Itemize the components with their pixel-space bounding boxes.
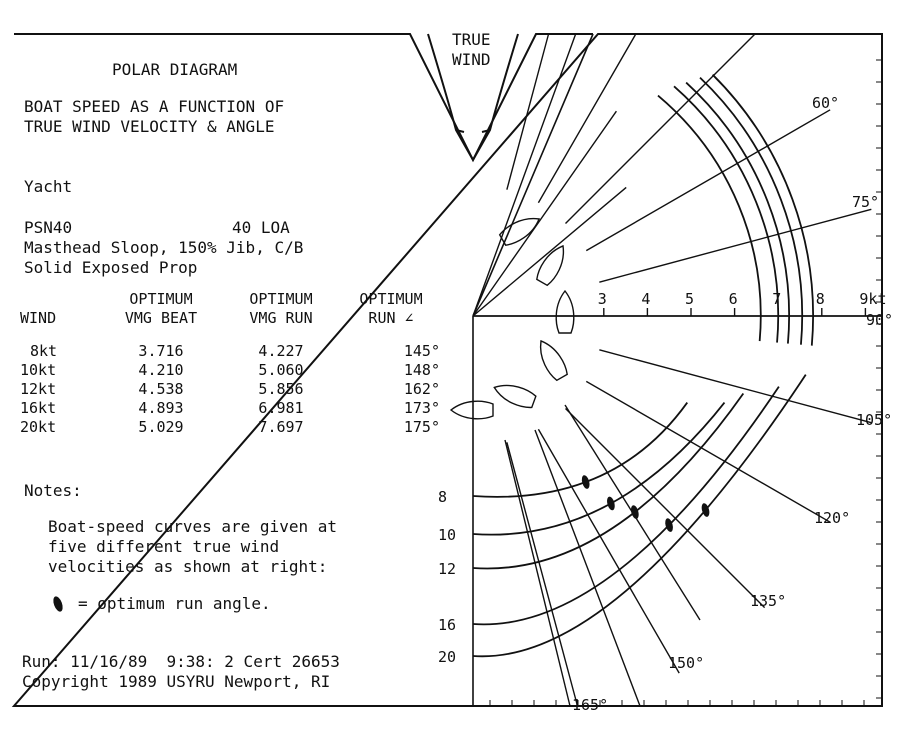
header-run: VMG RUN — [249, 309, 313, 327]
boat-icon — [556, 291, 574, 333]
radial-tick-label: 7 — [772, 290, 782, 308]
speed-curve-downwind-8 — [473, 403, 687, 497]
header-wind: WIND — [20, 309, 57, 327]
header-beat-top: OPTIMUM — [129, 290, 193, 308]
boat-icon — [534, 242, 570, 287]
angle-label: 120° — [814, 509, 851, 527]
angle-label: 75° — [852, 193, 880, 211]
optimum-run-marker-icon — [48, 593, 68, 615]
polar-ray-30 — [538, 34, 635, 203]
yacht-loa: 40 LOA — [232, 218, 290, 237]
cell-angle: 145° — [403, 342, 440, 360]
angle-label: 165° — [572, 696, 609, 714]
subtitle-line-1: BOAT SPEED AS A FUNCTION OF — [24, 97, 285, 116]
cell-wind: 12kt — [20, 380, 57, 398]
angle-label: 150° — [668, 654, 705, 672]
radial-tick-label: 9kt — [859, 290, 887, 308]
cell-beat: 4.893 — [138, 399, 184, 417]
cell-angle: 162° — [403, 380, 440, 398]
cell-run: 5.060 — [258, 361, 304, 379]
series-label: 10 — [438, 526, 457, 544]
boat-icon — [533, 337, 569, 382]
vmg-guide-line — [535, 430, 640, 706]
speed-curve-downwind-12 — [473, 394, 743, 569]
radial-tick-label: 5 — [685, 290, 695, 308]
yacht-label: Yacht — [24, 177, 73, 196]
radial-tick-label: 4 — [641, 290, 651, 308]
cell-run: 6.981 — [258, 399, 304, 417]
polar-ray-165 — [507, 442, 578, 706]
series-label: 20 — [438, 648, 457, 666]
yacht-rig: Masthead Sloop, 150% Jib, C/B — [24, 238, 304, 257]
radial-tick-label: 3 — [597, 290, 607, 308]
series-label: 8 — [438, 488, 448, 506]
speed-curve-downwind-10 — [473, 403, 724, 535]
cell-wind: 16kt — [20, 399, 57, 417]
header-beat: VMG BEAT — [124, 309, 198, 327]
cell-angle: 173° — [403, 399, 440, 417]
cell-beat: 4.210 — [138, 361, 184, 379]
table-row — [20, 342, 440, 361]
angle-label: 60° — [812, 94, 840, 112]
speed-curve-upwind-16 — [700, 78, 802, 345]
radial-tick-label: 8 — [815, 290, 825, 308]
cell-beat: 3.716 — [138, 342, 184, 360]
table-row — [20, 380, 440, 399]
table-row — [20, 399, 440, 418]
cell-wind: 20kt — [20, 418, 57, 436]
polar-ray-45 — [565, 34, 755, 224]
cell-wind: 8kt — [30, 342, 58, 360]
cell-beat: 4.538 — [138, 380, 184, 398]
run-info: Run: 11/16/89 9:38: 2 Cert 26653 — [22, 652, 340, 671]
header-angle-top: OPTIMUM — [359, 290, 423, 308]
angle-label: 90° — [866, 311, 894, 329]
header-angle: RUN ∠ — [368, 309, 414, 327]
cell-beat: 5.029 — [138, 418, 184, 436]
speed-curve-downwind-16 — [473, 387, 779, 625]
optimum-run-marker — [606, 496, 616, 511]
notes-line-2: five different true wind — [48, 537, 280, 556]
polar-outer-0deg — [473, 34, 593, 316]
table-row — [20, 361, 440, 380]
cell-run: 4.227 — [258, 342, 304, 360]
cell-angle: 175° — [403, 418, 440, 436]
notes-line-3: velocities as shown at right: — [48, 557, 328, 576]
angle-label: 135° — [750, 592, 787, 610]
true-wind-label-1: TRUE — [452, 30, 491, 49]
optimum-run-marker — [580, 474, 590, 489]
yacht-prop: Solid Exposed Prop — [24, 258, 198, 277]
results-table — [20, 290, 440, 437]
cell-run: 5.856 — [258, 380, 304, 398]
table-header-bottom — [20, 309, 440, 328]
table-row — [20, 418, 440, 437]
header-run-top: OPTIMUM — [249, 290, 313, 308]
boat-icon — [491, 379, 536, 410]
cell-run: 7.697 — [258, 418, 304, 436]
table-header-top — [20, 290, 440, 309]
notes-label: Notes: — [24, 481, 82, 500]
yacht-model: PSN40 — [24, 218, 73, 237]
vmg-guide-line — [565, 405, 700, 620]
series-label: 16 — [438, 616, 457, 634]
true-wind-label-2: WIND — [452, 50, 491, 69]
cell-angle: 148° — [403, 361, 440, 379]
optimum-run-marker — [664, 517, 674, 532]
cell-wind: 10kt — [20, 361, 57, 379]
subtitle-line-2: TRUE WIND VELOCITY & ANGLE — [24, 117, 275, 136]
angle-label: 105° — [856, 411, 893, 429]
radial-tick-label: 6 — [728, 290, 738, 308]
vmg-guide-line — [505, 440, 570, 706]
boat-icon — [451, 401, 493, 419]
legend-text: = optimum run angle. — [78, 594, 271, 613]
series-label: 12 — [438, 560, 457, 578]
chart-title: POLAR DIAGRAM — [112, 60, 238, 79]
copyright: Copyright 1989 USYRU Newport, RI — [22, 672, 331, 691]
header-wind-top — [20, 290, 102, 309]
polar-diagram — [438, 34, 893, 714]
notes-line-1: Boat-speed curves are given at — [48, 517, 337, 536]
polar-ray-135 — [565, 408, 764, 607]
